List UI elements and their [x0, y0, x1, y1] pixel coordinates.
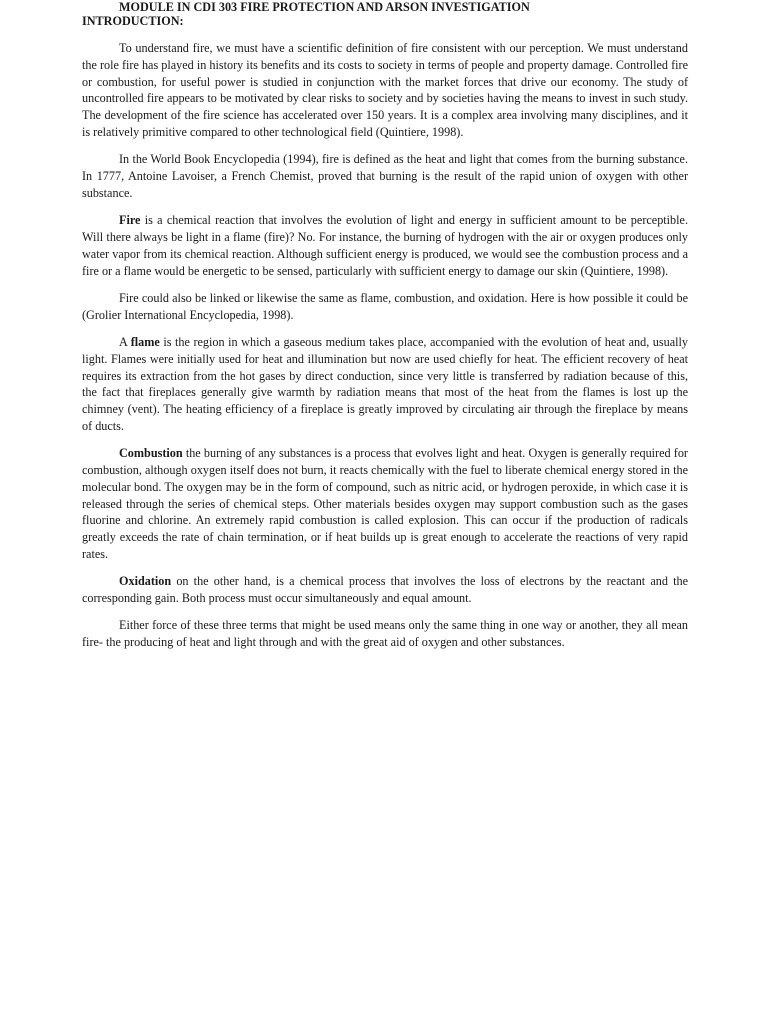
- term-oxidation: Oxidation: [119, 574, 172, 589]
- paragraph-flame: [82, 334, 688, 435]
- paragraph-text: is the region in which a gaseous medium takes place, accompanied with the evolution of heat and, usually light. Flames were initially used for heat and illumination but now are used chiefly for heat. The efficient recovery of heat requires its extraction from the hot gases by direct conduction, since very little is transferred by radiation because of this, the fact that fireplaces generally give warmth by radiation means that most of the heat from the flames is lost up the chimney (vent). The heating efficiency of a fireplace is greatly improved by circulating air through the fireplace by means of ducts.: [82, 334, 688, 433]
- paragraph-text: To understand fire, we must have a scientific definition of fire consistent with our perception. We must understand the role fire has played in history its benefits and its costs to society in terms of people and property damage. Controlled fire or combustion, for useful power is studied in conjunction with the market forces that drive our economy. The study of uncontrolled fire appears to be motivated by clear risks to society and by societies having the means to invest in such study. The development of the fire science has accelerated over 150 years. It is a complex area involving many disciplines, and it is relatively primitive compared to other technological field (Quintiere, 1998).: [82, 41, 688, 139]
- paragraph-text: is a chemical reaction that involves the evolution of light and energy in sufficient amount to be perceptible. Will there always be light in a flame (fire)? No. For instance, the burning of hydrogen with the air or oxygen produces only water vapor from its chemical reaction. Although sufficient energy is produced, we would see the combustion process and a fire or a flame would be energetic to be sensed, particularly with sufficient energy to damage our skin (Quintiere, 1998).: [82, 213, 688, 278]
- paragraph-fire: [82, 212, 688, 279]
- paragraph-text: Either force of these three terms that might be used means only the same thing in one way or another, they all mean fire- the producing of heat and light through and with the great aid of oxygen and other substances.: [82, 618, 688, 650]
- term-fire: Fire: [119, 213, 141, 228]
- paragraph-text: In the World Book Encyclopedia (1994), fire is defined as the heat and light that comes from the burning substance. In 1777, Antoine Lavoiser, a French Chemist, proved that burning is the result of the rapid union of oxygen with other substance.: [82, 152, 688, 200]
- section-heading: INTRODUCTION:: [82, 14, 184, 28]
- term-flame: flame: [130, 334, 160, 349]
- paragraph-text: the burning of any substances is a process that evolves light and heat. Oxygen is generally required for combustion, although oxygen itself does not burn, it reacts chemically with the fuel to liberate chemical energy stored in the molecular bond. The oxygen may be in the form of compound, such as nitric acid, or hydrogen peroxide, in which case it is released through the series of chemical steps. Other materials besides oxygen may support combustion such as the gases fluorine and chlorine. An extremely rapid combustion is called explosion. This can occur if the production of radicals greatly exceeds the rate of chain termination, or if heat builds up is great enough to accelerate the reactions of very rapid rates.: [82, 446, 688, 562]
- paragraph-text: Fire could also be linked or likewise the same as flame, combustion, and oxidation. Here is how possible it could be (Grolier International Encyclopedia, 1998).: [82, 290, 688, 322]
- paragraph-intro: [82, 40, 688, 141]
- paragraph-text: on the other hand, is a chemical process that involves the loss of electrons by the reactant and the corresponding gain. Both process must occur simultaneously and equal amount.: [82, 574, 688, 606]
- paragraph-world-book: [82, 151, 688, 201]
- paragraph-oxidation: [82, 573, 688, 607]
- paragraph-linked: [82, 290, 688, 324]
- paragraph-combustion: [82, 445, 688, 563]
- document-title: MODULE IN CDI 303 FIRE PROTECTION AND ARSON INVESTIGATION: [119, 0, 530, 14]
- paragraph-conclusion: [82, 617, 688, 651]
- paragraph-prefix: A: [119, 334, 131, 349]
- term-combustion: Combustion: [119, 446, 183, 461]
- document-page: [82, 0, 688, 662]
